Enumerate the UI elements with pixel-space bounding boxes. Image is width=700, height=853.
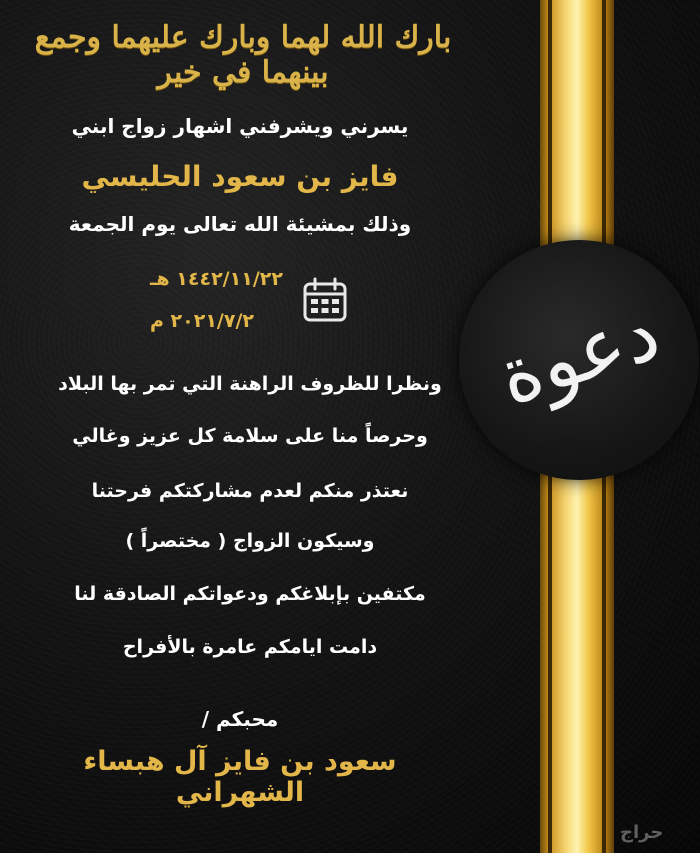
message-line: وحرصاً منا على سلامة كل عزيز وغالي <box>72 425 428 447</box>
invitation-badge <box>459 240 699 480</box>
badge-word: دعوة <box>487 287 671 423</box>
message-line: نعتذر منكم لعدم مشاركتكم فرحتنا <box>91 480 409 502</box>
signature-label: محبكم / <box>201 707 279 731</box>
site-watermark: حراج <box>620 822 664 843</box>
message-line: دامت ايامكم عامرة بالأفراح <box>122 636 378 658</box>
message-line: وسيكون الزواج ( مختصراً ) <box>125 530 375 552</box>
message-line: مكتفين بإبلاغكم ودعواتكم الصادقة لنا <box>74 583 426 605</box>
date-gregorian: ٢٠٢١/٧/٢ م <box>150 310 255 332</box>
father-name: سعود بن فايز آل هبساء الشهراني <box>83 746 397 808</box>
date-hijri: ١٤٤٢/١١/٢٢ هـ <box>150 268 283 290</box>
message-line: ونظرا للظروف الراهنة التي تمر بها البلاد <box>58 373 442 395</box>
header-blessing-verse: بارك الله لهما وبارك عليهما وجمع بينهما في خير <box>34 20 452 90</box>
intro-text: يسرني ويشرفني اشهار زواج ابني <box>71 114 409 138</box>
occasion-text: وذلك بمشيئة الله تعالى يوم الجمعة <box>68 212 412 236</box>
groom-name: فايز بن سعود الحليسي <box>81 160 399 193</box>
calendar-icon <box>302 276 348 324</box>
